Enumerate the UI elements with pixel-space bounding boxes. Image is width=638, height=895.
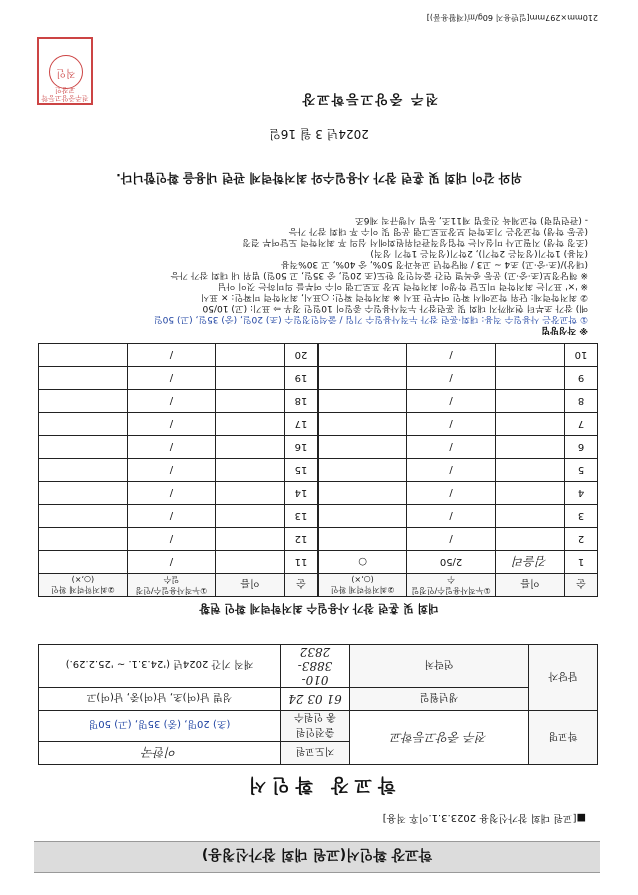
note-line: (조정 학생) 지필고사 미실시는 학업성적관리위원회에서 심의 후 최저학력 도달여부 결정 <box>242 237 588 247</box>
cell-no: 9 <box>565 367 598 390</box>
usage-table-left <box>318 343 598 597</box>
students-label: 출전인원 총 인원수 <box>281 711 350 742</box>
table-row <box>39 482 318 505</box>
cell-check <box>39 551 128 574</box>
table-row <box>319 505 598 528</box>
seal-outer-text: 전주중앙고등학교장인 <box>41 86 89 102</box>
cell-check <box>319 505 407 528</box>
cell-days: / <box>127 505 215 528</box>
cell-no: 15 <box>285 459 318 482</box>
cell-check <box>39 390 128 413</box>
cell-no: 16 <box>285 436 318 459</box>
director-value: 이한국 <box>39 742 281 765</box>
cell-name <box>496 528 565 551</box>
cell-name <box>216 413 285 436</box>
cell-check <box>39 528 128 551</box>
cell-name <box>216 551 285 574</box>
cell-name <box>216 367 285 390</box>
cell-no: 6 <box>565 436 598 459</box>
cell-days: / <box>127 436 215 459</box>
cell-name <box>216 390 285 413</box>
cell-no: 4 <box>565 482 598 505</box>
cell-check <box>319 390 407 413</box>
table-row <box>319 413 598 436</box>
birth-label: 생년월일 <box>350 688 529 711</box>
table-row <box>319 344 598 367</box>
cell-no: 12 <box>285 528 318 551</box>
table-row <box>39 367 318 390</box>
cell-no: 2 <box>565 528 598 551</box>
cell-name <box>496 482 565 505</box>
confirmation-statement: 위와 같이 대회 및 훈련 참가 사용일수와 최저학력제 관련 내용을 확인합니다. <box>116 171 522 185</box>
cell-check <box>39 436 128 459</box>
cell-name <box>216 344 285 367</box>
table-row <box>39 344 318 367</box>
cell-days: / <box>407 459 496 482</box>
school-value: 전주 중앙고등학교 <box>350 711 529 765</box>
cell-check <box>39 344 128 367</box>
cell-days: / <box>407 482 496 505</box>
th-check: ②최저학력제 확인(○,×) <box>39 574 128 597</box>
phone-label: 연락처 <box>350 645 529 688</box>
cell-name <box>496 505 565 528</box>
th-name: 이름 <box>496 574 565 597</box>
cell-days: / <box>127 413 215 436</box>
cell-check <box>39 459 128 482</box>
cell-days: / <box>127 459 215 482</box>
header-bar <box>34 841 600 873</box>
th-days: ①누적사용일수/인정일수 <box>407 574 496 597</box>
table-row <box>319 436 598 459</box>
cell-name <box>216 459 285 482</box>
cell-check <box>39 367 128 390</box>
note-line: (운동 학생) 학교장은 기초학력 보장프로그램 운영 및 이수 후 대회 참가 가능 <box>288 226 588 236</box>
cell-name <box>216 528 285 551</box>
official-seal <box>37 37 93 105</box>
th-days: ①누적사용일수/인정일수 <box>127 574 215 597</box>
cell-days: / <box>127 528 215 551</box>
cell-name <box>496 436 565 459</box>
director-label: 지도교원 <box>281 742 350 765</box>
cell-days: / <box>127 367 215 390</box>
cell-days: / <box>407 436 496 459</box>
note-line: (대상)/(초·중·고) 초4 ~ 고3 / 해당학년 교육과정 50%, 중 40%, 고 30%적용 <box>280 259 588 269</box>
note-line: ② 최저학력제: 단위 학교에서 확인 여부만 표시 ※ 최저학력 확인: ○표시, 최저학력 미확인: × 표시 <box>200 292 588 302</box>
notes-title: ※ 작성방법 <box>541 325 588 335</box>
period-value: 재직 기간 2024년 ('24.3.1. ~ '25.2.29.) <box>39 645 281 688</box>
cell-no: 5 <box>565 459 598 482</box>
cell-check <box>319 367 407 390</box>
cell-no: 10 <box>565 344 598 367</box>
table-row <box>319 551 598 574</box>
gender-value: 성별 남(여)초, 남(여)중, 남(여)고 <box>39 688 281 711</box>
table-row <box>319 390 598 413</box>
principal-signature: 전주 중앙고등학교장 <box>300 91 438 106</box>
cell-no: 11 <box>285 551 318 574</box>
cell-days: / <box>127 551 215 574</box>
cell-name <box>216 482 285 505</box>
cell-name: 김을리 <box>496 551 565 574</box>
cell-no: 13 <box>285 505 318 528</box>
cell-days: / <box>407 367 496 390</box>
section-title: 대회 및 훈련 참가 사용일수 최저학력제 확인 현황 <box>199 602 439 615</box>
applicability-note: ■[교원 대회 참가신청용 2023.3.1.이후 적용] <box>382 812 586 823</box>
cell-days: / <box>127 344 215 367</box>
cell-no: 14 <box>285 482 318 505</box>
info-table <box>38 644 598 765</box>
students-value: (초) 20명, (중) 35명, (고) 50명 <box>39 711 281 742</box>
cell-check <box>39 505 128 528</box>
cell-check <box>319 436 407 459</box>
cell-name <box>496 413 565 436</box>
cell-name <box>496 390 565 413</box>
career-label: 담당자 <box>529 645 598 711</box>
seal-inner-text: 직인 <box>49 55 83 89</box>
table-row <box>39 551 318 574</box>
issue-date: 2024년 3 월 16일 <box>269 127 369 141</box>
cell-no: 8 <box>565 390 598 413</box>
cell-name <box>496 344 565 367</box>
note-line: - (관련법령) 학교체육 진흥법 제11조, 동법 시행규칙 제6조 <box>355 215 588 225</box>
table-row <box>319 459 598 482</box>
document-title: 학교장 확인서 <box>242 774 396 795</box>
table-row <box>319 482 598 505</box>
cell-name <box>216 436 285 459</box>
phone-value: 010-3883-2832 <box>281 645 350 688</box>
cell-days: / <box>407 390 496 413</box>
table-row <box>319 528 598 551</box>
table-row <box>319 367 598 390</box>
table-row <box>39 413 318 436</box>
th-no: 순 <box>565 574 598 597</box>
note-line: ※ '×' 표기는 최저학력 미도달 학생이 최저학력 보장 프로그램 이수 여부를 의미하는 것이 아님 <box>217 281 588 291</box>
cell-days: / <box>407 344 496 367</box>
cell-days: / <box>407 505 496 528</box>
cell-name <box>496 459 565 482</box>
cell-days: / <box>407 413 496 436</box>
cell-name <box>496 367 565 390</box>
cell-check <box>319 482 407 505</box>
cell-check <box>39 413 128 436</box>
cell-name <box>216 505 285 528</box>
notes-block <box>28 214 588 335</box>
note-line: 예) 참가 초부터 현재까지 대회 및 훈련참가 누적사용일수 총일이 10일인 경우 ⇨ 표기: (고) 10/50 <box>202 303 588 313</box>
table-row <box>39 436 318 459</box>
cell-check <box>319 413 407 436</box>
header-title: 학교장 확인서(교원 대회 참가신청용) <box>201 846 433 862</box>
cell-days: / <box>127 482 215 505</box>
cell-no: 7 <box>565 413 598 436</box>
table-header-row <box>39 574 318 597</box>
note-line: ① 학교장은 사용일수 적용: 대회·훈련 참가 누적사용일수 기입 / 출석인정일수 (초) 20일, (중) 35일, (고) 50일 <box>153 314 588 324</box>
th-check: ②최저학력제 확인(○,×) <box>319 574 407 597</box>
cell-check <box>319 344 407 367</box>
cell-no: 20 <box>285 344 318 367</box>
th-name: 이름 <box>216 574 285 597</box>
note-line: (적용) 1학기(성적은 2학기), 2학기(성적은 1학기 성적) <box>370 248 588 258</box>
table-row <box>39 528 318 551</box>
cell-no: 3 <box>565 505 598 528</box>
cell-days: / <box>127 390 215 413</box>
cell-days: / <box>407 528 496 551</box>
cell-check <box>319 528 407 551</box>
birth-value: 61 03 24 <box>281 688 350 711</box>
cell-no: 18 <box>285 390 318 413</box>
paper-spec: 210mm×297mm[일반용지 60g/㎡(재활용품)] <box>426 13 598 22</box>
cell-check <box>39 482 128 505</box>
table-row <box>39 505 318 528</box>
cell-no: 17 <box>285 413 318 436</box>
school-label: 학교명 <box>529 711 598 765</box>
cell-no: 1 <box>565 551 598 574</box>
cell-days: 2/50 <box>407 551 496 574</box>
table-row <box>39 459 318 482</box>
table-header-row <box>319 574 598 597</box>
usage-table-right <box>38 343 318 597</box>
cell-check: ○ <box>319 551 407 574</box>
note-line: ※ 해당정보(초·중·고) 운동 종목별 연간 출석인정 한도(초 20일, 중 35일, 고 50일) 범위 내 대회 참가 가능 <box>170 270 588 280</box>
table-row <box>39 390 318 413</box>
cell-check <box>319 459 407 482</box>
th-no: 순 <box>285 574 318 597</box>
cell-no: 19 <box>285 367 318 390</box>
